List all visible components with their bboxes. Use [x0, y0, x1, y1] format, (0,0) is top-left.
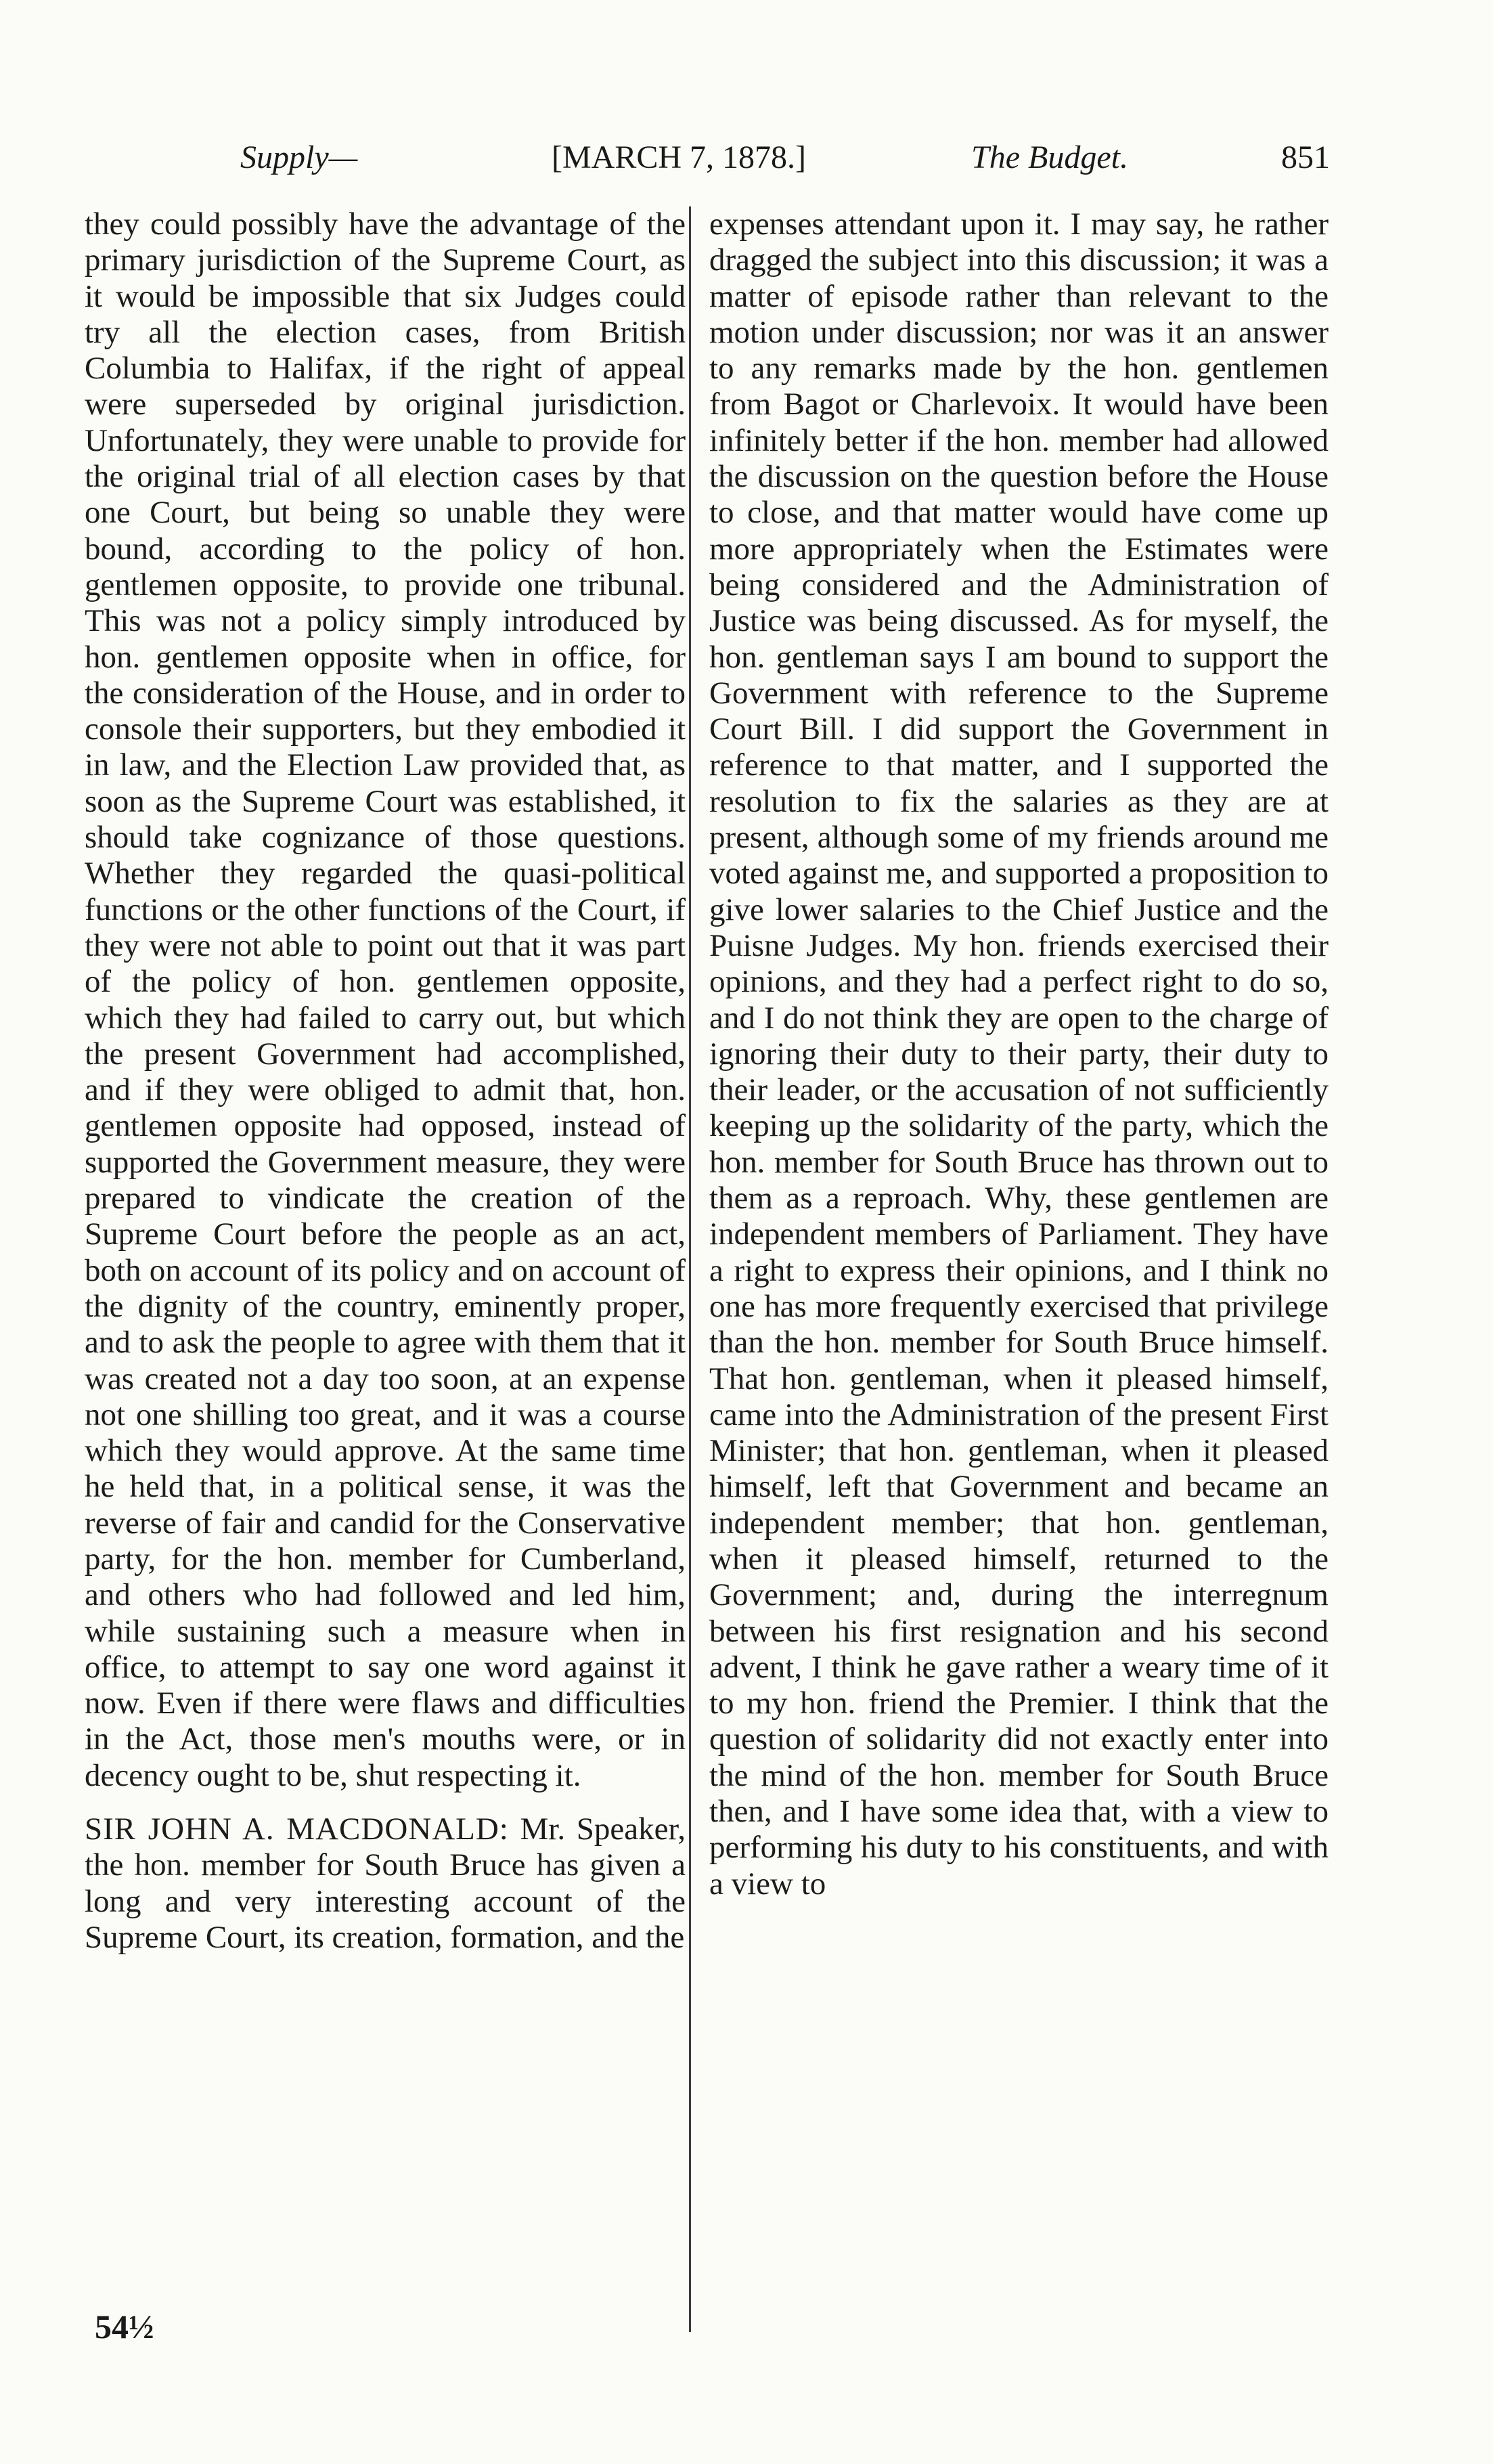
page-header — [240, 139, 1330, 186]
page-number: 851 — [1281, 139, 1330, 175]
header-date: [MARCH 7, 1878.] — [552, 139, 807, 175]
column-divider — [689, 206, 691, 2332]
left-paragraph-2-text: Mr. Speaker, the hon. member for South Bruce has given a long and very interesting account of the Supreme Court, its creation, formation, and the — [85, 1811, 686, 1955]
left-paragraph-1: they could possibly have the advantage of the primary jurisdiction of the Supreme Court, as it would be impossible that six Judges could try all the election cases, from British Columbia to Halifax, if the right of appeal were superseded by original jurisdiction. Unfortunately, they were unable to provide for the original trial of all election cases by that one Court, but being so unable they were bound, according to the policy of hon. gentlemen opposite, to provide one tribunal. This was not a policy simply introduced by hon. gentlemen opposite when in office, for the consideration of the House, and in order to console their supporters, but they embodied it in law, and the Election Law provided that, as soon as the Supreme Court was established, it should take cognizance of those questions. Whether they regarded the quasi-political functions or the other functions of the Court, if they were not able to point out that it was part of the policy of hon. gentlemen opposite, which they had failed to carry out, but which the present Government had accomplished, and if they were obliged to admit that, hon. gentlemen opposite had opposed, instead of supported the Government measure, they were prepared to vindicate the creation of the Supreme Court before the people as an act, both on account of its policy and on account of the dignity of the country, eminently proper, and to ask the people to agree with them that it was created not a day too soon, at an expense not one shilling too great, and it was a course which they would approve. At the same time he held that, in a political sense, it was the reverse of fair and candid for the Conservative party, for the hon. member for Cumberland, and others who had followed and led him, while sustaining such a measure when in office, to attempt to say one word against it now. Even if there were flaws and difficulties in the Act, those men's mouths were, or in decency ought to be, shut respecting it. — [85, 206, 686, 1793]
right-column — [709, 206, 1329, 1902]
header-left: Supply— — [240, 139, 358, 175]
signature-mark: 54½ — [95, 2308, 154, 2346]
header-right: The Budget. — [971, 139, 1128, 175]
speaker-name: SIR JOHN A. MACDONALD: — [85, 1811, 509, 1847]
left-paragraph-2 — [85, 1811, 686, 1956]
left-column — [85, 206, 686, 1956]
right-paragraph-1: expenses attendant upon it. I may say, he rather dragged the subject into this discussion; it was a matter of episode rather than relevant to the motion under discussion; nor was it an answer to any remarks made by the hon. gentlemen from Bagot or Charlevoix. It would have been infinitely better if the hon. member had allowed the discussion on the question before the House to close, and that matter would have come up more appropriately when the Estimates were being considered and the Administration of Justice was being discussed. As for myself, the hon. gentleman says I am bound to support the Government with reference to the Supreme Court Bill. I did support the Government in reference to that matter, and I supported the resolution to fix the salaries as they are at present, although some of my friends around me voted against me, and supported a proposition to give lower salaries to the Chief Justice and the Puisne Judges. My hon. friends exercised their opinions, and they had a perfect right to do so, and I do not think they are open to the charge of ignoring their duty to their party, their duty to their leader, or the accusation of not sufficiently keeping up the solidarity of the party, which the hon. member for South Bruce has thrown out to them as a reproach. Why, these gentlemen are independent members of Parliament. They have a right to express their opinions, and I think no one has more frequently exercised that privilege than the hon. member for South Bruce himself. That hon. gentleman, when it pleased himself, came into the Administration of the present First Minister; that hon. gentleman, when it pleased himself, left that Government and became an independent member; that hon. gentleman, when it pleased himself, returned to the Government; and, during the interregnum between his first resignation and his second advent, I think he gave rather a weary time of it to my hon. friend the Premier. I think that the question of solidarity did not exactly enter into the mind of the hon. member for South Bruce then, and I have some idea that, with a view to performing his duty to his constituents, and with a view to — [709, 206, 1329, 1901]
